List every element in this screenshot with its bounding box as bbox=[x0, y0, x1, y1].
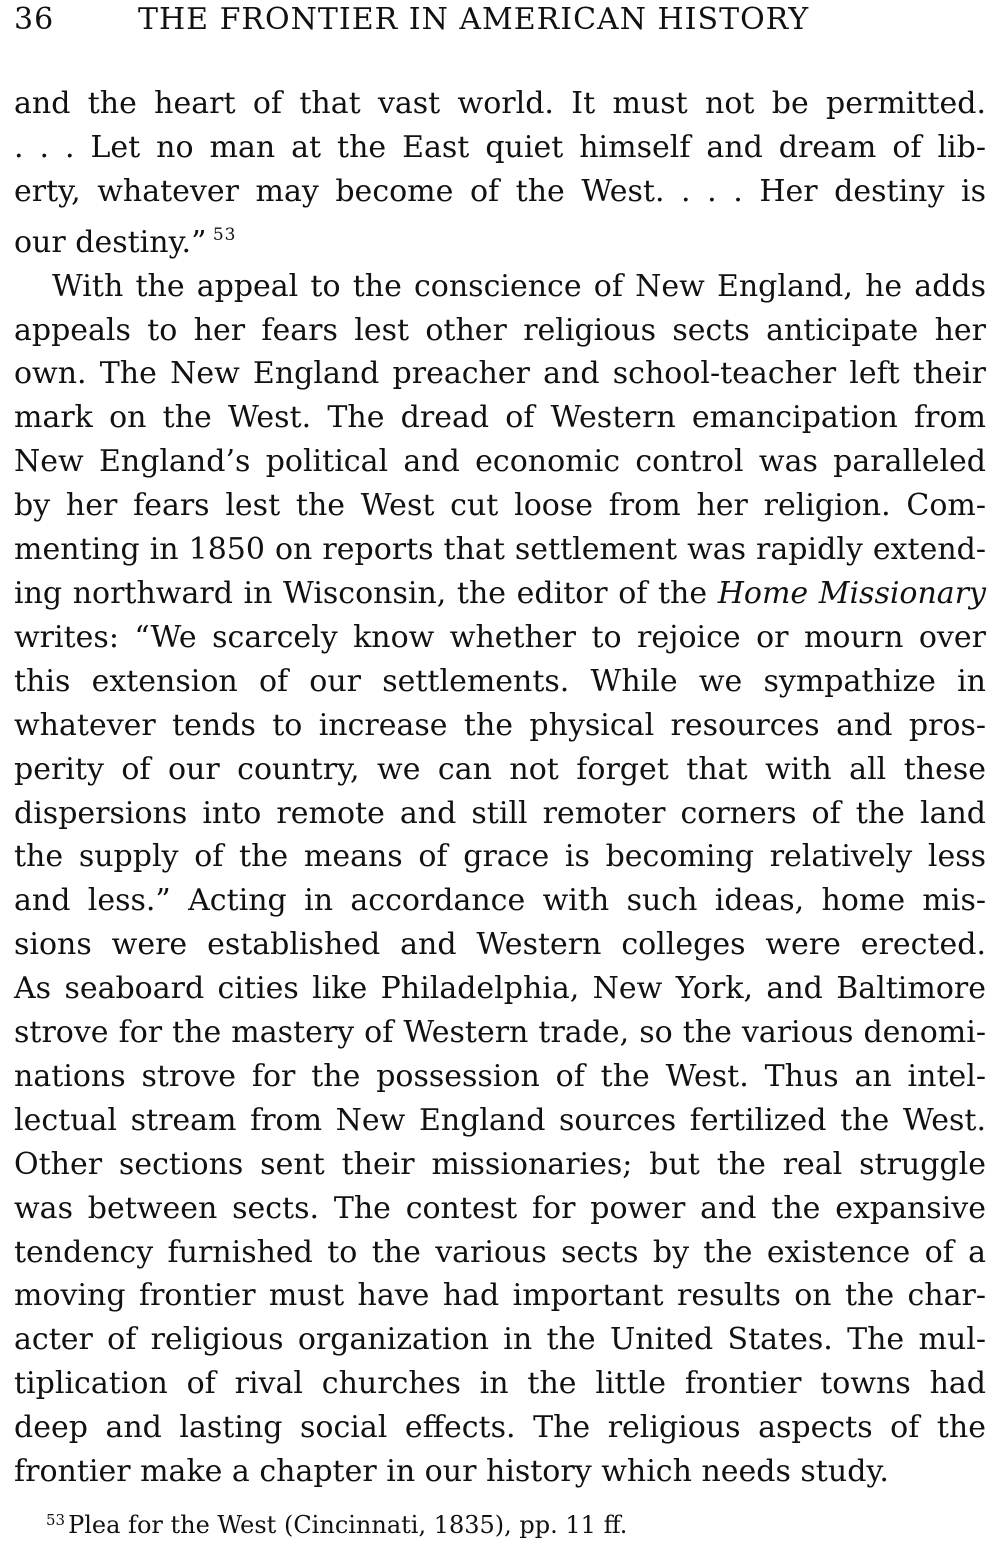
text-line bbox=[14, 309, 986, 353]
footnote-number: 53 bbox=[46, 1511, 66, 1529]
text-line-content: tendency furnished to the various sects by the existence of a bbox=[14, 1234, 986, 1270]
text-line-content: dispersions into remote and still remoter corners of the land bbox=[14, 795, 986, 831]
text-line bbox=[14, 170, 986, 214]
text-line-content: whatever tends to increase the physical resources and pros- bbox=[14, 707, 986, 743]
text-line bbox=[14, 572, 986, 616]
text-line-content: our destiny.” bbox=[14, 224, 207, 260]
text-line bbox=[14, 1274, 986, 1318]
page-header bbox=[14, 2, 986, 46]
text-line bbox=[14, 214, 986, 265]
footnote-citation: (Cincinnati, 1835), pp. 11 ff. bbox=[283, 1511, 628, 1539]
text-line-content: nations strove for the possession of the West. Thus an intel- bbox=[14, 1058, 986, 1094]
text-line-content: New England’s political and economic control was paralleled bbox=[14, 444, 986, 480]
text-line bbox=[14, 923, 986, 967]
text-line-content: acter of religious organization in the United States. The mul- bbox=[14, 1322, 986, 1358]
text-line-content: ing northward in Wisconsin, the editor of the bbox=[14, 575, 708, 611]
text-line-content: . . . Let no man at the East quiet himself and dream of lib- bbox=[14, 129, 986, 165]
text-line-content: deep and lasting social effects. The religious aspects of the bbox=[14, 1410, 986, 1446]
text-line bbox=[14, 748, 986, 792]
page-number: 36 bbox=[14, 2, 55, 37]
text-line bbox=[14, 1406, 986, 1450]
italic-title: Home Missionary bbox=[717, 575, 986, 611]
text-line-content: this extension of our settlements. While we sympathize in bbox=[14, 663, 986, 699]
text-line-content: Other sections sent their missionaries; but the real struggle bbox=[14, 1146, 986, 1182]
text-line bbox=[14, 792, 986, 836]
text-line-content: tiplication of rival churches in the little frontier towns had bbox=[14, 1366, 986, 1402]
text-line-content: and the heart of that vast world. It must not be permitted. bbox=[14, 86, 986, 121]
text-line-content: sions were established and Western colleges were erected. bbox=[14, 927, 986, 963]
text-line bbox=[14, 1011, 986, 1055]
text-line bbox=[14, 1362, 986, 1406]
footnote bbox=[46, 1505, 627, 1540]
text-line-content: writes: “We scarcely know whether to rejoice or mourn over bbox=[14, 619, 986, 655]
body-text bbox=[14, 82, 986, 1494]
text-line bbox=[14, 440, 986, 484]
text-line-content: As seaboard cities like Philadelphia, New York, and Baltimore bbox=[14, 971, 986, 1007]
footnote-title: Plea for the West bbox=[68, 1511, 277, 1539]
text-line bbox=[14, 1099, 986, 1143]
text-line bbox=[14, 82, 986, 126]
text-line bbox=[14, 265, 986, 309]
text-line bbox=[14, 1187, 986, 1231]
text-line-content: lectual stream from New England sources fertilized the West. bbox=[14, 1102, 986, 1138]
text-line bbox=[14, 1318, 986, 1362]
text-line bbox=[14, 396, 986, 440]
text-line bbox=[14, 967, 986, 1011]
text-line bbox=[14, 1143, 986, 1187]
text-line-content: appeals to her fears lest other religious sects anticipate her bbox=[14, 312, 986, 348]
text-line bbox=[14, 126, 986, 170]
running-title: THE FRONTIER IN AMERICAN HISTORY bbox=[138, 2, 810, 37]
text-line bbox=[14, 1231, 986, 1275]
text-line-content: mark on the West. The dread of Western emancipation from bbox=[14, 400, 986, 436]
text-line-content: the supply of the means of grace is becoming relatively less bbox=[14, 839, 986, 875]
text-line-content: by her fears lest the West cut loose from her religion. Com- bbox=[14, 488, 986, 524]
text-line bbox=[14, 835, 986, 879]
text-line-content: With the appeal to the conscience of New England, he adds bbox=[52, 268, 986, 304]
text-line-content: own. The New England preacher and school-teacher left their bbox=[14, 356, 986, 392]
text-line-content: erty, whatever may become of the West. . . . Her destiny is bbox=[14, 173, 986, 209]
text-line-content: menting in 1850 on reports that settlement was rapidly extend- bbox=[14, 532, 986, 568]
text-line bbox=[14, 1055, 986, 1099]
text-line bbox=[14, 616, 986, 660]
text-line bbox=[14, 1450, 986, 1494]
text-line bbox=[14, 528, 986, 572]
text-line bbox=[14, 660, 986, 704]
text-line bbox=[14, 352, 986, 396]
text-line bbox=[14, 704, 986, 748]
text-line-content: and less.” Acting in accordance with such ideas, home mis- bbox=[14, 883, 986, 919]
text-line-content: perity of our country, we can not forget that with all these bbox=[14, 751, 986, 787]
text-line-content: was between sects. The contest for power and the expansive bbox=[14, 1190, 986, 1226]
text-line-content: strove for the mastery of Western trade, so the various denomi- bbox=[14, 1015, 986, 1051]
text-line-content: moving frontier must have had important results on the char- bbox=[14, 1278, 986, 1314]
text-line bbox=[14, 484, 986, 528]
footnote-reference: 53 bbox=[206, 224, 237, 245]
text-line-content: frontier make a chapter in our history which needs study. bbox=[14, 1454, 889, 1490]
text-line bbox=[14, 879, 986, 923]
